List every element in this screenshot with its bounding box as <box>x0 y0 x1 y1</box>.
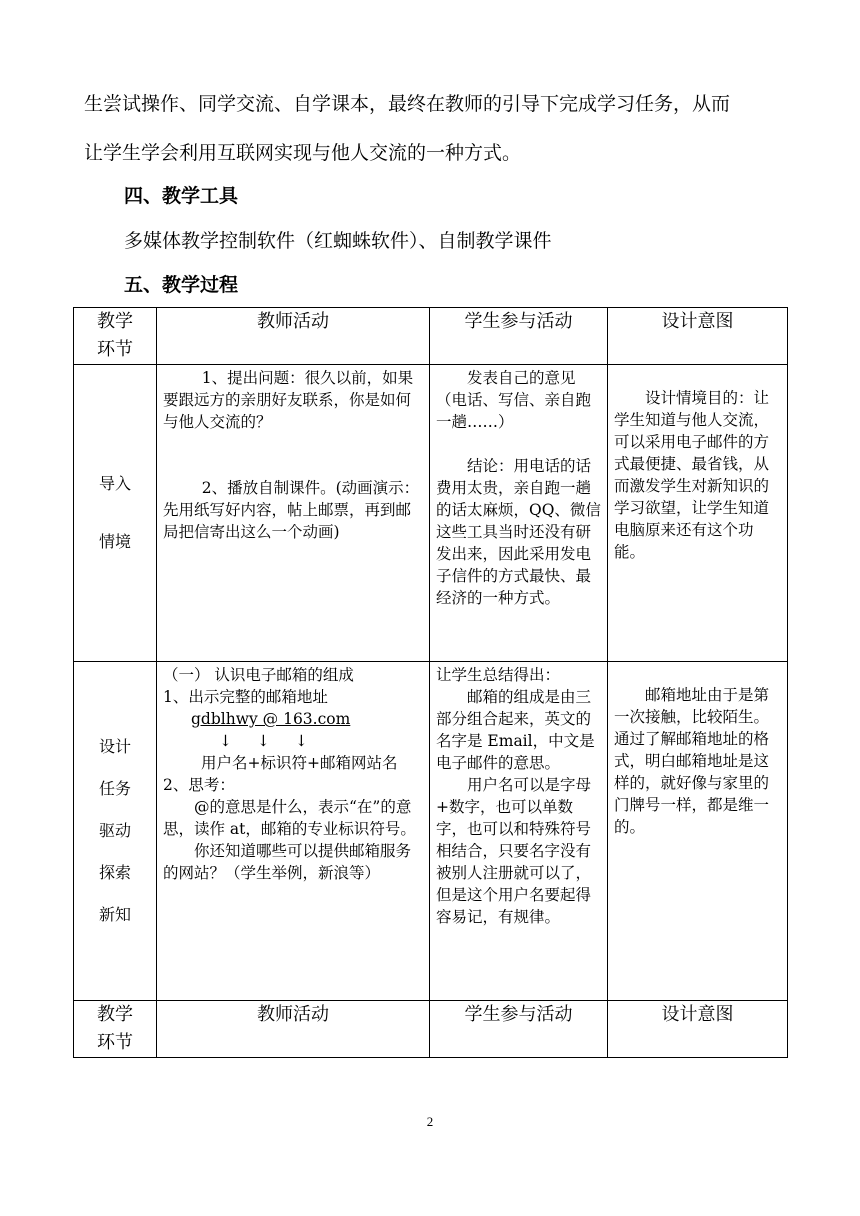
teacher-activity-cell: （一） 认识电子邮箱的组成 1、出示完整的邮箱地址 gdblhwy @ 163.com ↓ ↓ ↓ 用户名+标识符+邮箱网站名 2、思考： @的意思是什么，表示“在”的意思，读作 at，邮箱的专业标识符号。 你还知道哪些可以提供邮箱服务的网站？（学生举例，新浪等） <box>157 662 430 1001</box>
page-number: 2 <box>426 1114 434 1129</box>
table-row <box>74 365 788 662</box>
intro-line-1: 生尝试操作、同学交流、自学课本，最终在教师的引导下完成学习任务，从而 <box>84 93 731 115</box>
footer-intent: 设计意图 <box>608 1001 788 1058</box>
header-stage: 教学 环节 <box>74 308 157 365</box>
table-row <box>74 662 788 1001</box>
student-activity-cell: 让学生总结得出： 邮箱的组成是由三部分组合起来，英文的名字是 Email，中文是电子邮件的意思。 用户名可以是字母+数字，也可以单数字，也可以和特殊符号相结合，只要名字没有被别人注册就可以了，但是这个用户名要起得容易记，有规律。 <box>430 662 608 1001</box>
footer-student: 学生参与活动 <box>430 1001 608 1058</box>
design-intent-cell: 设计情境目的：让学生知道与他人交流，可以采用电子邮件的方式最便捷、最省钱，从而激发学生对新知识的学习欲望，让学生知道电脑原来还有这个功能。 <box>608 365 788 662</box>
design-intent-cell: 邮箱地址由于是第一次接触，比较陌生。通过了解邮箱地址的格式，明白邮箱地址是这样的，就好像与家里的门牌号一样，都是维一的。 <box>608 662 788 1001</box>
footer-stage: 教学 环节 <box>74 1001 157 1058</box>
header-teacher: 教师活动 <box>157 308 430 365</box>
student-activity-cell: 发表自己的意见（电话、写信、亲自跑一趟……） 结论：用电话的话费用太贵，亲自跑一趟的话太麻烦，QQ、微信这些工具当时还没有研发出来，因此采用发电子信件的方式最快、最经济的一种方式。 <box>430 365 608 662</box>
stage-cell: 设计 任务 驱动 探索 新知 <box>74 662 157 1001</box>
teaching-process-table <box>73 307 788 1058</box>
arrow-down-icons: ↓ ↓ ↓ <box>219 732 318 750</box>
header-intent: 设计意图 <box>608 308 788 365</box>
footer-teacher: 教师活动 <box>157 1001 430 1058</box>
table-footer-row <box>74 1001 788 1058</box>
teacher-activity-cell: 1、提出问题：很久以前，如果要跟远方的亲朋好友联系，你是如何与他人交流的？ 2、播放自制课件。(动画演示：先用纸写好内容，帖上邮票，再到邮局把信寄出这么一个动画) <box>157 365 430 662</box>
table-header-row <box>74 308 788 365</box>
section-5-heading: 五、教学过程 <box>124 274 239 296</box>
intro-line-2: 让学生学会利用互联网实现与他人交流的一种方式。 <box>84 142 522 164</box>
section-4-text: 多媒体教学控制软件（红蜘蛛软件）、自制教学课件 <box>124 230 552 252</box>
email-address-example: gdblhwy @ 163.com <box>191 710 351 728</box>
stage-cell: 导入 情境 <box>74 365 157 662</box>
section-4-heading: 四、教学工具 <box>124 185 239 207</box>
header-student: 学生参与活动 <box>430 308 608 365</box>
